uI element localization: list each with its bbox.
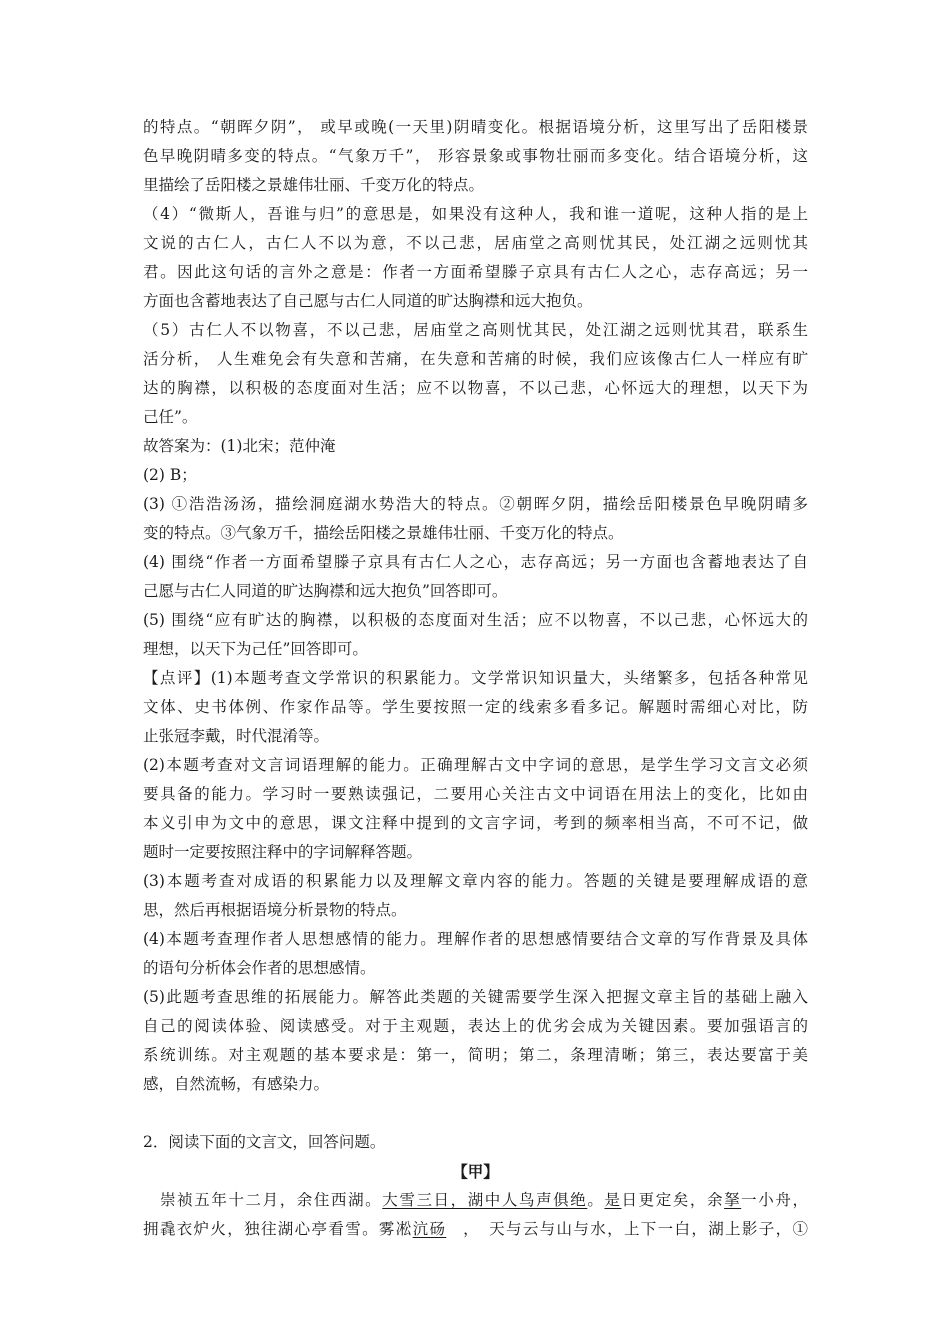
comment-line: 止张冠李戴，时代混淆等。 bbox=[143, 727, 330, 745]
text-line: 活分析， 人生难免会有失意和苦痛，在失意和苦痛的时候，我们应该像古仁人一样应有旷 bbox=[143, 350, 808, 368]
comment-line: (5)此题考查思维的拓展能力。解答此类题的关键需要学生深入把握文章主旨的基础上融入 bbox=[143, 988, 808, 1006]
comment-line: 要具备的能力。学习时一要熟读强记，二要用心关注古文中词语在用法上的变化，比如由 bbox=[143, 785, 808, 803]
passage-text: 日更定矣，余 bbox=[621, 1191, 725, 1209]
comment-line: 自己的阅读体验、阅读感受。对于主观题，表达上的优劣会成为关键因素。要加强语言的 bbox=[143, 1017, 808, 1035]
answer-line: 己愿与古仁人同道的旷达胸襟和远大抱负”回答即可。 bbox=[143, 582, 508, 600]
passage-text: 。 bbox=[587, 1191, 605, 1209]
section-title: 【甲】 bbox=[452, 1162, 499, 1181]
text-line: 的特点。“朝晖夕阴”， 或早或晚(一天里)阴晴变化。根据语境分析，这里写出了岳阳楼景 bbox=[143, 118, 808, 136]
answer-line: 故答案为：(1)北宋；范仲淹 bbox=[143, 437, 336, 455]
text-line: 里描绘了岳阳楼之景雄伟壮丽、千变万化的特点。 bbox=[143, 176, 485, 194]
comment-line: 思，然后再根据语境分析景物的特点。 bbox=[143, 901, 407, 919]
text-line: （5）古仁人不以物喜，不以己悲，居庙堂之高则忧其民，处江湖之远则忧其君，联系生 bbox=[143, 321, 808, 339]
text-line: 文说的古仁人，古仁人不以为意，不以己悲，居庙堂之高则忧其民，处江湖之远则忧其 bbox=[143, 234, 808, 252]
passage-text: 一小舟， bbox=[741, 1191, 808, 1209]
text-line: 己任”。 bbox=[143, 408, 198, 426]
answer-line: (2) B； bbox=[143, 466, 197, 484]
text-line: （4）“微斯人，吾谁与归”的意思是，如果没有这种人，我和谁一道呢，这种人指的是上 bbox=[143, 205, 808, 223]
underlined-word: 是 bbox=[604, 1191, 622, 1209]
comment-line: 文体、史书体例、作家作品等。学生要按照一定的线索多看多记。解题时需细心对比，防 bbox=[143, 698, 808, 716]
text-line: 君。因此这句话的言外之意是：作者一方面希望滕子京具有古仁人之心，志存高远；另一 bbox=[143, 263, 808, 281]
text-line: 达的胸襟，以积极的态度面对生活；应不以物喜，不以己悲，心怀远大的理想，以天下为 bbox=[143, 379, 808, 397]
comment-line: 题时一定要按照注释中的字词解释答题。 bbox=[143, 843, 423, 861]
answer-line: 变的特点。③气象万千，描绘岳阳楼之景雄伟壮丽、千变万化的特点。 bbox=[143, 524, 624, 542]
text-line: 方面也含蓄地表达了自己愿与古仁人同道的旷达胸襟和远大抱负。 bbox=[143, 292, 593, 310]
answer-line: (4) 围绕“作者一方面希望滕子京具有古仁人之心，志存高远；另一方面也含蓄地表达了自 bbox=[143, 553, 808, 571]
passage-line bbox=[143, 1186, 808, 1215]
underlined-word: 拏 bbox=[724, 1191, 742, 1209]
comment-line: 的语句分析体会作者的思想感情。 bbox=[143, 959, 376, 977]
spacer bbox=[143, 1099, 808, 1128]
passage-text: 崇祯五年十二月，余住西湖。 bbox=[143, 1191, 383, 1209]
underlined-phrase: 大雪三日，湖中人鸟声俱绝 bbox=[382, 1191, 588, 1209]
answer-line: (5) 围绕“应有旷达的胸襟，以积极的态度面对生活；应不以物喜，不以己悲，心怀远大的 bbox=[143, 611, 808, 629]
comment-line: (3)本题考查对成语的积累能力以及理解文章内容的能力。答题的关键是要理解成语的意 bbox=[143, 872, 808, 890]
passage-line bbox=[143, 1215, 808, 1244]
underlined-word: 沆砀 bbox=[412, 1220, 447, 1238]
comment-line: 【点评】(1)本题考查文学常识的积累能力。文学常识知识量大，头绪繁多，包括各种常见 bbox=[143, 669, 808, 687]
answer-line: 理想，以天下为己任”回答即可。 bbox=[143, 640, 368, 658]
comment-line: 本义引申为文中的意思，课文注释中提到的文言字词，考到的频率相当高，不可不记，做 bbox=[143, 814, 808, 832]
text-line: 色早晚阴晴多变的特点。“气象万千”， 形容景象或事物壮丽而多变化。结合语境分析，这 bbox=[143, 147, 808, 165]
passage-text: 拥毳衣炉火，独往湖心亭看雪。雾凇 bbox=[143, 1220, 413, 1238]
comment-line: 系统训练。对主观题的基本要求是：第一，简明；第二，条理清晰；第三，表达要富于美 bbox=[143, 1046, 808, 1064]
answer-line: (3) ①浩浩汤汤，描绘洞庭湖水势浩大的特点。②朝晖夕阴，描绘岳阳楼景色早晚阴晴多 bbox=[143, 495, 808, 513]
comment-line: (2)本题考查对文言词语理解的能力。正确理解古文中字词的意思，是学生学习文言文必须 bbox=[143, 756, 808, 774]
comment-line: 感，自然流畅，有感染力。 bbox=[143, 1075, 330, 1093]
passage-text: ， 天与云与山与水，上下一白，湖上影子，① bbox=[446, 1220, 808, 1238]
comment-line: (4)本题考查理作者人思想感情的能力。理解作者的思想感情要结合文章的写作背景及具体 bbox=[143, 930, 808, 948]
document-page bbox=[143, 113, 808, 1244]
question-heading: 2．阅读下面的文言文，回答问题。 bbox=[143, 1133, 386, 1151]
